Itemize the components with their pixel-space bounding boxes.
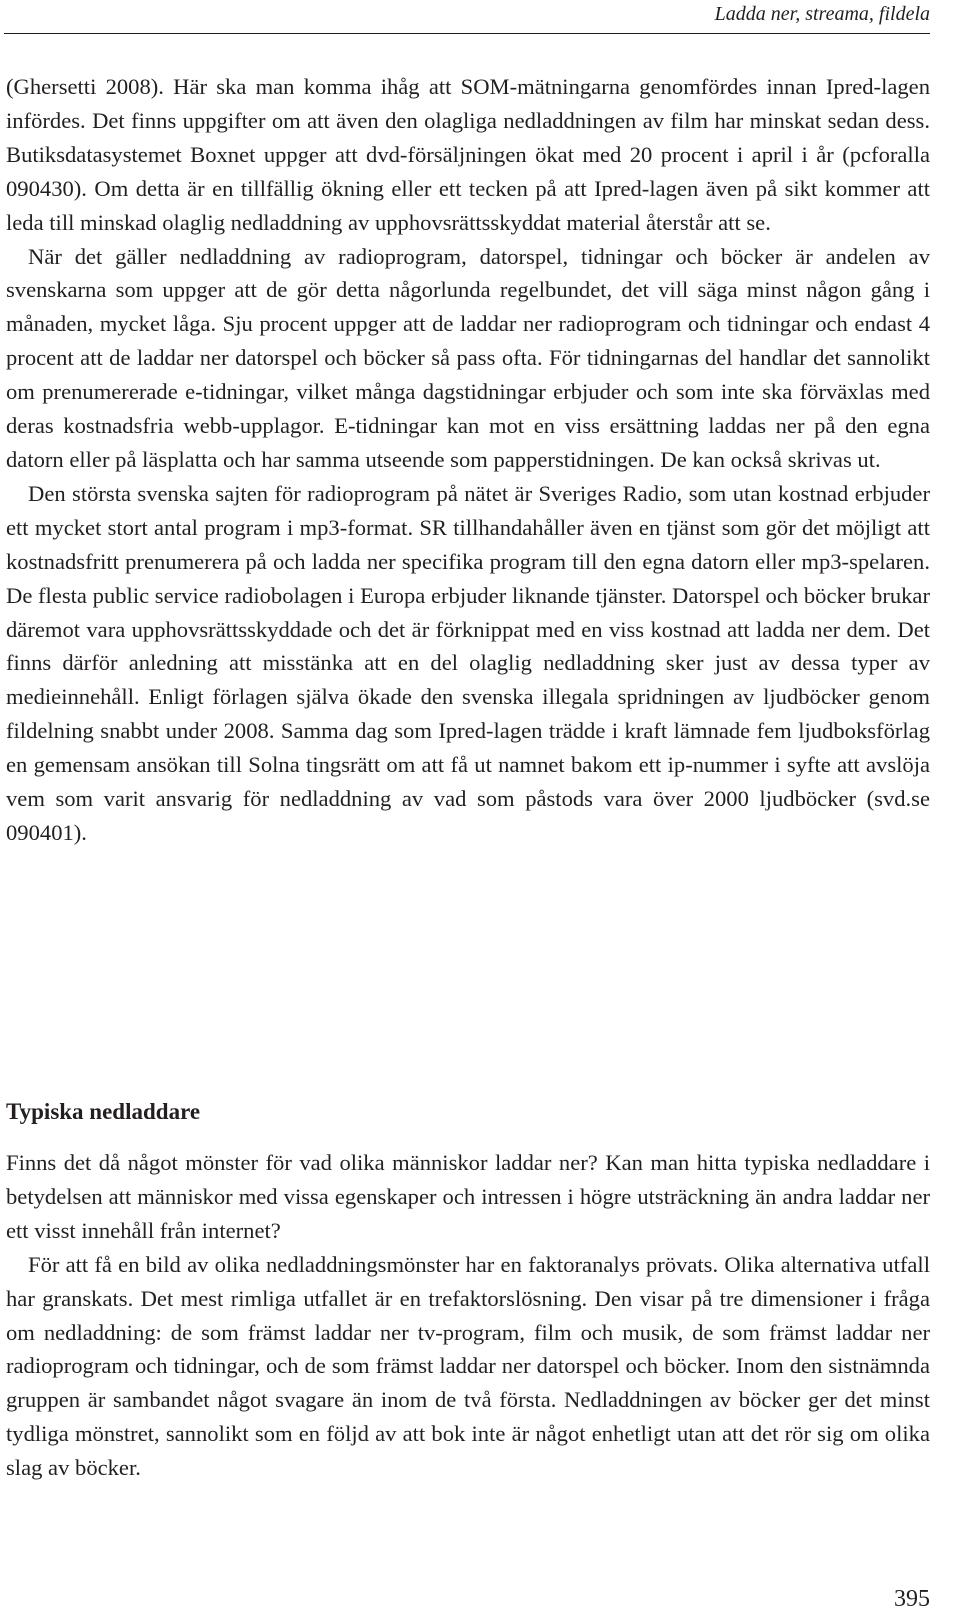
paragraph: (Ghersetti 2008). Här ska man komma ihåg att SOM-mätningarna genomfördes innan Ipred-lagen infördes. Det finns uppgifter om att även den olagliga nedladdningen av film har minskat sedan dess. Butiksdatasystemet Boxnet uppger att dvd-försäljningen ökat med 20 procent i april i år (pcforalla 090430). Om detta är en tillfällig ökning eller ett tecken på att Ipred-lagen även på sikt kommer att leda till minskad olaglig nedladdning av upphovsrättsskyddat material återstår att se.: [6, 74, 930, 235]
paragraph: Finns det då något mönster för vad olika människor laddar ner? Kan man hitta typiska nedladdare i betydelsen att människor med vissa egenskaper och intressen i högre utsträckning än andra laddar ner ett visst innehåll från internet?: [6, 1150, 930, 1243]
section-heading: Typiska nedladdare: [6, 1099, 201, 1124]
paragraph: Den största svenska sajten för radioprogram på nätet är Sveriges Radio, som utan kostnad erbjuder ett mycket stort antal program i mp3-format. SR tillhandahåller även en tjänst som gör det möjligt att kostnadsfritt prenumerera på och ladda ner specifika program till den egna datorn eller mp3-spelaren. De flesta public service radiobolagen i Europa erbjuder liknande tjänster. Datorspel och böcker brukar däremot vara upphovsrättsskyddade och det är förknippat med en viss kostnad att ladda ner dem. Det finns därför anledning att misstänka att en del olaglig nedladdning sker just av dessa typer av medieinnehåll. Enligt förlagen själva ökade den svenska illegala spridningen av ljudböcker genom fildelning snabbt under 2008. Samma dag som Ipred-lagen trädde i kraft lämnade fem ljudboksförlag en gemensam ansökan till Solna tingsrätt om att få ut namnet bakom ett ip-nummer i syfte att avslöja vem som varit ansvarig för nedladdning av vad som påstods vara över 2000 ljudböcker (svd.se 090401).: [6, 480, 930, 845]
paragraph: För att få en bild av olika nedladdningsmönster har en faktoranalys prövats. Olika alternativa utfall har granskats. Det mest rimliga utfallet är en trefaktorslösning. Den visar på tre dimensioner i fråga om nedladdning: de som främst laddar ner tv-program, film och musik, de som främst laddar ner radioprogram och tidningar, och de som främst laddar ner datorspel och böcker. Inom den sistnämnda gruppen är sambandet något svagare än inom de två första. Nedladdningen av böcker ger det minst tydliga mönstret, sannolikt som en följd av att bok inte är något enhetligt utan att det rör sig om olika slag av böcker.: [6, 1251, 930, 1481]
paragraph: När det gäller nedladdning av radioprogram, datorspel, tidningar och böcker är andelen av svenskarna som uppger att de gör detta någorlunda regelbundet, det vill säga minst någon gång i månaden, mycket låga. Sju procent uppger att de laddar ner radioprogram och tidningar och endast 4 procent att de laddar ner datorspel och böcker så pass ofta. För tidningarnas del handlar det sannolikt om prenumererade e-tidningar, vilket många dagstidningar erbjuder och som inte ska förväxlas med deras kostnadsfria webb-upplagor. E-tidningar kan mot en viss ersättning laddas ner på den egna datorn eller på läsplatta och har samma utseende som papperstidningen. De kan också skrivas ut.: [6, 243, 930, 472]
body-text: [6, 70, 930, 850]
running-header: Ladda ner, streama, fildela: [714, 3, 930, 25]
section-text: [6, 1146, 930, 1485]
header-rule: [4, 33, 930, 34]
page-number: 395: [894, 1586, 930, 1612]
